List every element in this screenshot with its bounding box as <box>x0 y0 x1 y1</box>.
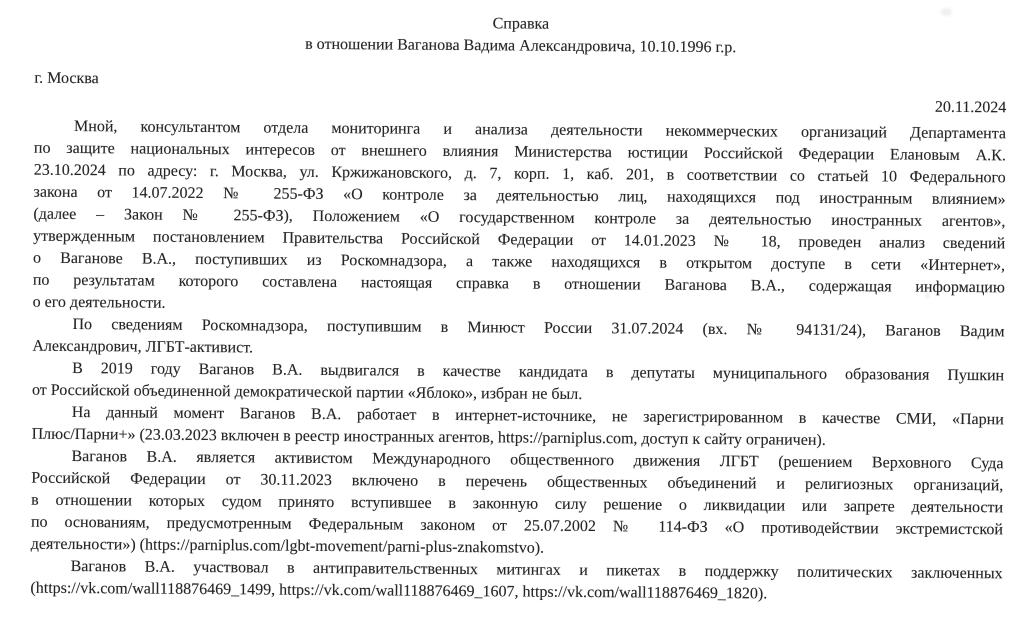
scan-artifact <box>941 8 952 16</box>
text-line: (далее – Закон № 255-ФЗ), Положением «О государственном контроле за деятельностью иностранных агентов», <box>33 205 1006 231</box>
text-line: утвержденным постановлением Правительства Российской Федерации от 14.01.2023 № 18, проведен анализ сведений <box>33 227 1006 253</box>
text-line: о Ваганове В.А., поступивших из Роскомнадзора, а также находящихся в открытом доступе в сети «Интернет», <box>32 249 1006 275</box>
text-line: по основаниям, предусмотренным Федеральным законом от 25.07.2002 № 114-ФЗ «О противодействии экстремистской <box>30 513 1004 539</box>
text-line: в отношении которых судом принято вступившее в законную силу решение о ликвидации или запрете деятельности <box>31 491 1004 517</box>
document-content <box>30 10 1007 608</box>
text-line: 23.10.2024 по адресу: г. Москва, ул. Кржижановского, д. 7, корп. 1, каб. 201, в соответствии со статьей 10 Федерального <box>33 161 1006 187</box>
doc-subtitle: в отношении Ваганова Вадима Александровича, 10.10.1996 г.р. <box>305 35 737 57</box>
text-line: В 2019 году Ваганов В.А. выдвигался в качестве кандидата в депутаты муниципального образования Пушкин <box>72 359 1005 385</box>
doc-city: г. Москва <box>34 69 99 88</box>
text-line: Российской Федерации от 30.11.2023 включено в перечень общественных объединений и религиозных организаций, <box>31 469 1004 495</box>
text-line: от Российской объединенной демократической партии «Яблоко», избран не был. <box>31 381 583 403</box>
text-line: Александрович, ЛГБТ-активист. <box>32 337 254 357</box>
text-line: Ваганов В.А. является активистом Международного общественного движения ЛГБТ (решением Верховного Суда <box>71 447 1004 473</box>
doc-date: 20.11.2024 <box>934 98 1007 117</box>
text-line: по результатам которого составлена настоящая справка в отношении Ваганова В.А., содержащая информацию <box>32 271 1005 297</box>
text-line: по защите национальных интересов от внешнего влияния Министерства юстиции Российской Федерации Елановым А.К. <box>33 139 1006 165</box>
text-line: закона от 14.07.2022 № 255-ФЗ «О контроле за деятельностью лиц, находящихся под иностранным влиянием» <box>33 183 1006 209</box>
text-line: деятельности») (https://parniplus.com/lgbt-movement/parni-plus-znakomstvo). <box>30 535 545 557</box>
text-line: По сведениям Роскомнадзора, поступившим в Минюст России 31.07.2024 (вх. № 94131/24), Ваганов Вадим <box>72 315 1005 341</box>
document-body <box>30 116 1006 608</box>
text-line: Мной, консультантом отдела мониторинга и анализа деятельности некоммерческих организаций Департамента <box>74 117 1007 143</box>
text-line: о его деятельности. <box>32 293 166 312</box>
doc-title: Справка <box>492 15 550 33</box>
text-line: На данный момент Ваганов В.А. работает в интернет-источнике, не зарегистрированном в качестве СМИ, «Парни <box>71 403 1004 429</box>
text-line: (https://vk.com/wall118876469_1499, https://vk.com/wall118876469_1607, https://vk.com/wall118876469_1820). <box>30 579 768 603</box>
text-line: Плюс/Парни+» (23.03.2023 включен в реестр иностранных агентов, https://parniplus.com, доступ к сайту ограничен). <box>31 425 826 449</box>
text-line: Ваганов В.А. участвовал в антиправительственных митингах и пикетах в поддержку политических заключенных <box>70 557 1003 583</box>
